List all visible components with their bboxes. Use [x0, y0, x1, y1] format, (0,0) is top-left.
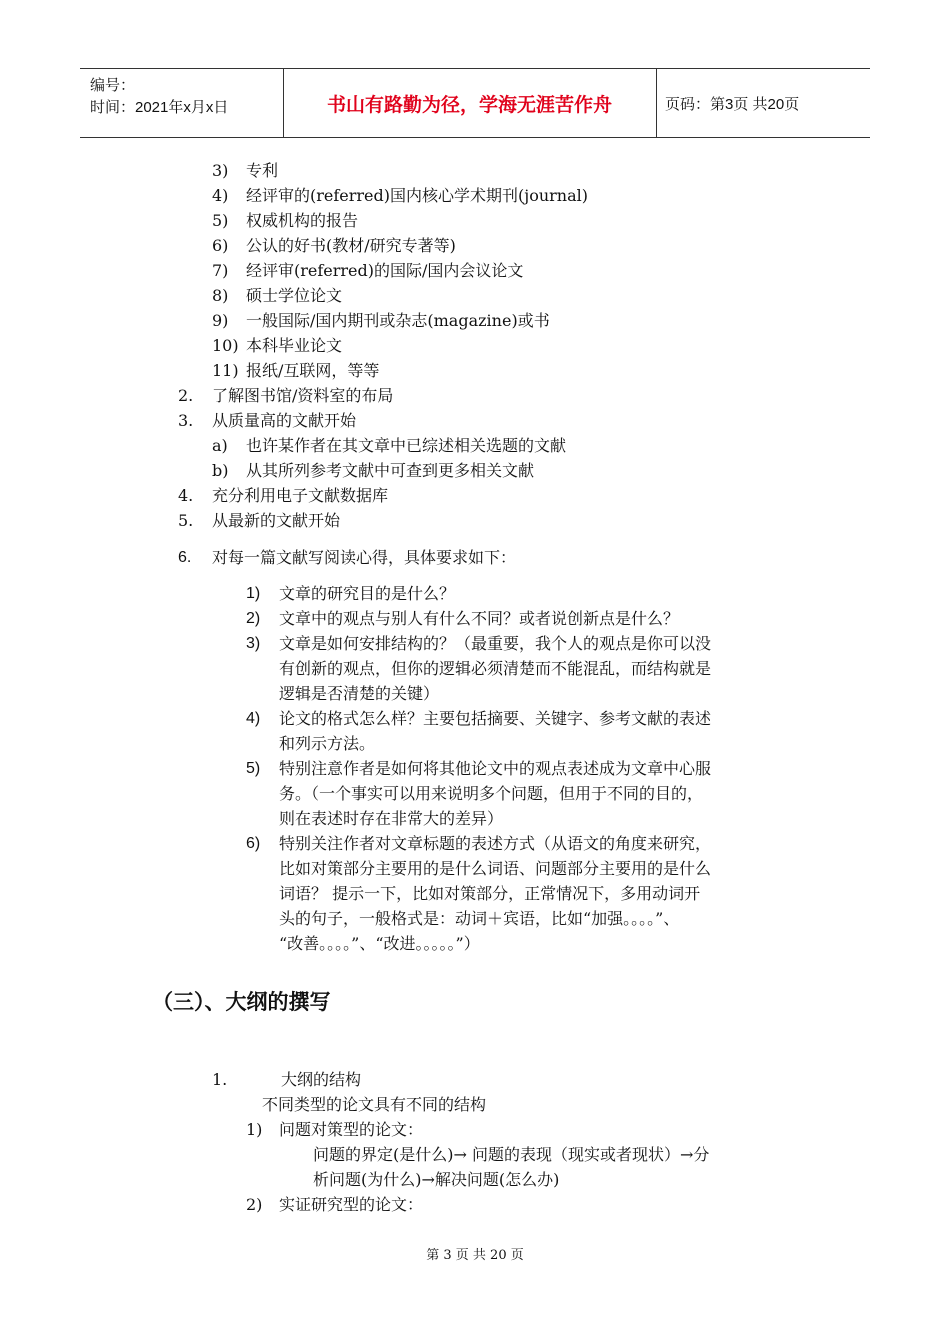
list-number: 8) [212, 286, 229, 305]
requirement-number: 6) [246, 835, 261, 852]
list-item: 专利 [246, 161, 279, 180]
list-item: 报纸/互联网，等等 [246, 361, 380, 380]
list-item: 一般国际/国内期刊或杂志(magazine)或书 [246, 311, 550, 330]
list-number: 5) [212, 211, 229, 230]
list-item: 从质量高的文献开始 [212, 411, 357, 430]
list-number: 9) [212, 311, 229, 330]
requirement-line: “改善。。。。”、“改进。。。。。”） [279, 934, 480, 953]
requirement-line: 文章中的观点与别人有什么不同？或者说创新点是什么？ [279, 609, 680, 628]
list-item: 了解图书馆/资料室的布局 [212, 386, 394, 405]
list-item: 也许某作者在其文章中已综述相关选题的文献 [246, 436, 567, 455]
list-number: b) [212, 461, 229, 480]
list-item: 公认的好书(教材/研究专著等) [246, 236, 456, 255]
serial-label: 编号： [90, 77, 136, 94]
list-number: 6. [178, 549, 192, 566]
header-left [90, 75, 228, 119]
list-number: 2. [178, 386, 194, 405]
outline-sub-number: 2) [246, 1195, 263, 1214]
requirement-line: 文章的研究目的是什么？ [279, 584, 456, 603]
list-number: a) [212, 436, 228, 455]
list-item: 硕士学位论文 [246, 286, 343, 305]
outline-flow-line: 问题的界定(是什么)→ 问题的表现（现实或者现状）→分 [313, 1145, 710, 1164]
page-info: 页码：第3页 共20页 [665, 95, 800, 113]
outline-intro: 不同类型的论文具有不同的结构 [262, 1095, 487, 1114]
list-number: 3) [212, 161, 229, 180]
header-divider [656, 69, 657, 137]
list-number: 4. [178, 486, 194, 505]
list-number: 10) [212, 336, 239, 355]
outline-number: 1. [212, 1070, 228, 1089]
requirement-line: 务。（一个事实可以用来说明多个问题，但用于不同的目的， [279, 784, 704, 803]
list-number: 3. [178, 411, 194, 430]
outline-sub-number: 1) [246, 1120, 263, 1139]
list-item: 经评审(referred)的国际/国内会议论文 [246, 261, 524, 280]
requirement-line: 有创新的观点，但你的逻辑必须清楚而不能混乱，而结构就是 [279, 659, 712, 678]
requirement-number: 2) [246, 610, 261, 627]
list-item: 权威机构的报告 [246, 211, 359, 230]
requirement-line: 特别关注作者对文章标题的表述方式（从语文的角度来研究， [279, 834, 712, 853]
requirement-line: 则在表述时存在非常大的差异） [279, 809, 504, 828]
requirement-number: 4) [246, 710, 261, 727]
requirement-line: 词语？ 提示一下，比如对策部分，正常情况下，多用动词开 [279, 884, 701, 903]
requirement-number: 3) [246, 635, 261, 652]
requirement-line: 文章是如何安排结构的？（最重要，我个人的观点是你可以没 [279, 634, 712, 653]
requirement-number: 1) [246, 585, 261, 602]
page-header [80, 68, 870, 138]
list-number: 7) [212, 261, 229, 280]
list-number: 5. [178, 511, 194, 530]
requirement-line: 逻辑是否清楚的关键） [279, 684, 440, 703]
requirement-line: 论文的格式怎么样？主要包括摘要、关键字、参考文献的表述 [279, 709, 712, 728]
list-item: 充分利用电子文献数据库 [212, 486, 389, 505]
page-footer: 第 3 页 共 20 页 [426, 1248, 524, 1263]
list-number: 4) [212, 186, 229, 205]
section-heading: （三）、大纲的撰写 [152, 990, 331, 1014]
header-motto: 书山有路勤为径，学海无涯苦作舟 [326, 93, 612, 116]
list-item: 从其所列参考文献中可查到更多相关文献 [246, 461, 535, 480]
list-number: 6) [212, 236, 229, 255]
requirement-line: 比如对策部分主要用的是什么词语、问题部分主要用的是什么 [279, 859, 712, 878]
time-label: 时间：2021年x月x日 [90, 99, 229, 116]
outline-sub-title: 问题对策型的论文： [279, 1120, 424, 1139]
outline-title: 大纲的结构 [281, 1070, 362, 1089]
list-item: 经评审的(referred)国内核心学术期刊(journal) [246, 186, 588, 205]
list-item: 对每一篇文献写阅读心得，具体要求如下： [212, 548, 517, 567]
outline-flow-line: 析问题(为什么)→解决问题(怎么办) [313, 1170, 560, 1189]
requirement-line: 特别注意作者是如何将其他论文中的观点表述成为文章中心服 [279, 759, 712, 778]
list-item: 从最新的文献开始 [212, 511, 341, 530]
requirement-line: 头的句子，一般格式是：动词＋宾语，比如“加强。。。。”、 [279, 909, 680, 928]
requirement-line: 和列示方法。 [279, 734, 376, 753]
list-number: 11) [212, 361, 239, 380]
requirement-number: 5) [246, 760, 261, 777]
outline-sub-title: 实证研究型的论文： [279, 1195, 424, 1214]
list-item: 本科毕业论文 [246, 336, 343, 355]
